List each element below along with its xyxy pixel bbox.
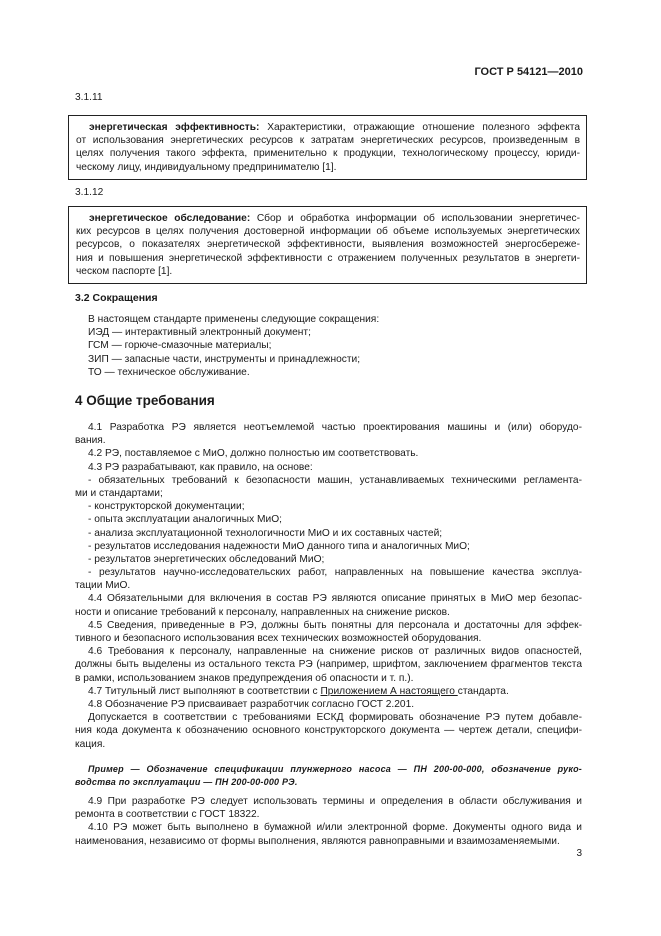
paragraph	[75, 553, 582, 566]
paragraph	[75, 795, 582, 821]
paragraph	[75, 421, 582, 447]
text-line: - результатов исследования надежности МиО данного типа и аналогичных МиО;	[88, 540, 470, 552]
text-line: ния кода документа к обозначению основного конструкторского документа — чертеж детали, специфи-	[75, 725, 582, 737]
text-line: ких ресурсов в целях получения достоверной информации об объеме используемых энергетических	[76, 226, 580, 238]
text-line: - результатов энергетических обследований МиО;	[88, 553, 325, 565]
paragraph-text: стандарта.	[457, 685, 509, 697]
paragraphs-4-8	[75, 698, 582, 751]
text-line: ресурсов, о показателях энергетической эффективности, выявления возможностей энергосбереже-	[76, 239, 580, 251]
paragraph	[75, 513, 582, 526]
paragraphs-4-1-to-4-6	[75, 421, 582, 685]
text-line: кация.	[75, 738, 106, 750]
text-line: - анализа эксплуатационной технологичности МиО и их составных частей;	[88, 527, 443, 539]
text-line: ремонта в соответствии с ГОСТ 18322.	[75, 809, 260, 821]
text-line: целях получения такого эффекта, применительно к продукции, технологическому процессу, юриди-	[76, 148, 580, 160]
text-line: от использования энергетических ресурсов к затратам энергетических ресурсов, произведенным в	[76, 135, 580, 147]
text-line: - результатов научно-исследовательских работ, направленных на повышение качества эксплуа-	[88, 567, 582, 579]
paragraph-text: 4.7 Титульный лист выполняют в соответствии с	[88, 685, 321, 697]
paragraph-4-7	[75, 685, 582, 698]
text-line: ческому лицу, индивидуальному предпринимателю [1].	[76, 161, 337, 173]
text-line: ИЭД — интерактивный электронный документ;	[88, 327, 311, 339]
document-code-header: ГОСТ Р 54121—2010	[474, 66, 583, 78]
term-name: энергетическая эффективность:	[89, 122, 260, 133]
text-line: - конструкторской документации;	[88, 501, 245, 513]
text-line: - опыта эксплуатации аналогичных МиО;	[88, 514, 282, 526]
text-line: водства по эксплуатации — ПН 200-00-000 РЭ.	[75, 776, 298, 787]
section-heading-4: 4 Общие требования	[75, 393, 215, 408]
text-line: ческом паспорте [1].	[76, 265, 173, 277]
section-4-body	[75, 421, 582, 848]
paragraph	[75, 619, 582, 645]
text-line: Пример — Обозначение спецификации плунжерного насоса — ПН 200-00-000, обозначение руко-	[88, 763, 582, 774]
text-line: тивного и безопасного использования всех технических возможностей оборудования.	[75, 633, 482, 644]
term-definition	[76, 225, 580, 278]
page-number: 3	[576, 848, 582, 859]
paragraph	[75, 698, 582, 711]
text-line: тации МиО.	[75, 580, 131, 592]
text-line: должны быть выделены из остального текста РЭ (например, шрифтом, заключением фрагментов текста	[75, 659, 582, 671]
text-line: ния и повышения энергетической эффективности с отражением полученных результатов в энергети-	[76, 252, 580, 264]
paragraph	[75, 447, 582, 460]
abbreviations-list	[75, 313, 582, 379]
text-line: ЗИП — запасные части, инструменты и принадлежности;	[88, 353, 361, 365]
text-line: 4.3 РЭ разрабатывают, как правило, на основе:	[88, 461, 313, 473]
text-line: 4.2 РЭ, поставляемое с МиО, должно полностью им соответствовать.	[88, 448, 419, 460]
paragraph	[75, 527, 582, 540]
term-number: 3.1.11	[75, 92, 103, 103]
text-line: в рамки, использованием знаков предупреждения об опасности и т. п.).	[75, 672, 414, 684]
example-note	[75, 763, 582, 789]
paragraph	[75, 566, 582, 592]
text-line: 4.9 При разработке РЭ следует использовать термины и определения в области обслуживания и	[88, 796, 582, 808]
term-definition	[76, 134, 580, 174]
appendix-a-link[interactable]: Приложением А настоящего	[320, 685, 458, 697]
text-line: ГСМ — горюче-смазочные материалы;	[88, 340, 272, 352]
text-line: вания.	[75, 435, 106, 447]
term-box-energy-efficiency	[68, 115, 587, 180]
paragraph	[75, 711, 582, 751]
paragraph	[75, 763, 582, 789]
paragraph	[75, 366, 582, 379]
text-line: 4.10 РЭ может быть выполнено в бумажной и/или электронной форме. Документы одного вида и	[88, 822, 582, 834]
text-line: наименования, независимо от формы выполнения, являются равноправными и взаимозаменяемыми.	[75, 835, 560, 847]
text-line: 4.4 Обязательными для включения в состав РЭ являются описание принятых в МиО мер безопас-	[88, 593, 582, 605]
paragraphs-4-9-4-10	[75, 795, 582, 848]
paragraph	[75, 353, 582, 366]
text-line: В настоящем стандарте применены следующие сокращения:	[88, 314, 380, 325]
term-box-energy-audit	[68, 206, 587, 284]
paragraph	[75, 592, 582, 618]
paragraph	[75, 326, 582, 339]
text-line: ми и стандартами;	[75, 487, 163, 499]
text-line: - обязательных требований к безопасности машин, устанавливаемых техническими регламента-	[88, 474, 582, 486]
term-first-line	[76, 212, 580, 225]
paragraph	[75, 474, 582, 500]
paragraph	[75, 461, 582, 474]
text-line: ТО — техническое обслуживание.	[88, 366, 250, 378]
text-line: 4.8 Обозначение РЭ присваивает разработчик согласно ГОСТ 2.201.	[88, 698, 415, 710]
paragraph	[75, 313, 582, 326]
term-definition-start: Характеристики, отражающие отношение полезного эффекта	[259, 122, 580, 133]
text-line: 4.1 Разработка РЭ является неотъемлемой частью проектирования машины и (или) оборудо-	[88, 422, 582, 433]
paragraph	[75, 339, 582, 352]
text-line: 4.6 Требования к персоналу, направленные на снижение рисков от различных видов опасностей,	[88, 646, 582, 658]
term-number: 3.1.12	[75, 187, 104, 198]
term-first-line	[76, 121, 580, 134]
section-heading-3-2: 3.2 Сокращения	[75, 292, 158, 304]
term-name: энергетическое обследование:	[89, 213, 251, 224]
paragraph	[75, 645, 582, 685]
text-line: ности и описание требований к персоналу, направленных на снижение рисков.	[75, 606, 450, 618]
term-definition-start: Сбор и обработка информации об использовании энергетичес-	[250, 213, 580, 224]
paragraph	[75, 500, 582, 513]
text-line: Допускается в соответствии с требованиями ЕСКД формировать обозначение РЭ путем добавле-	[88, 712, 582, 724]
paragraph	[75, 821, 582, 847]
paragraph	[75, 540, 582, 553]
text-line: 4.5 Сведения, приведенные в РЭ, должны быть понятны для персонала и достаточны для эффек-	[88, 619, 582, 631]
